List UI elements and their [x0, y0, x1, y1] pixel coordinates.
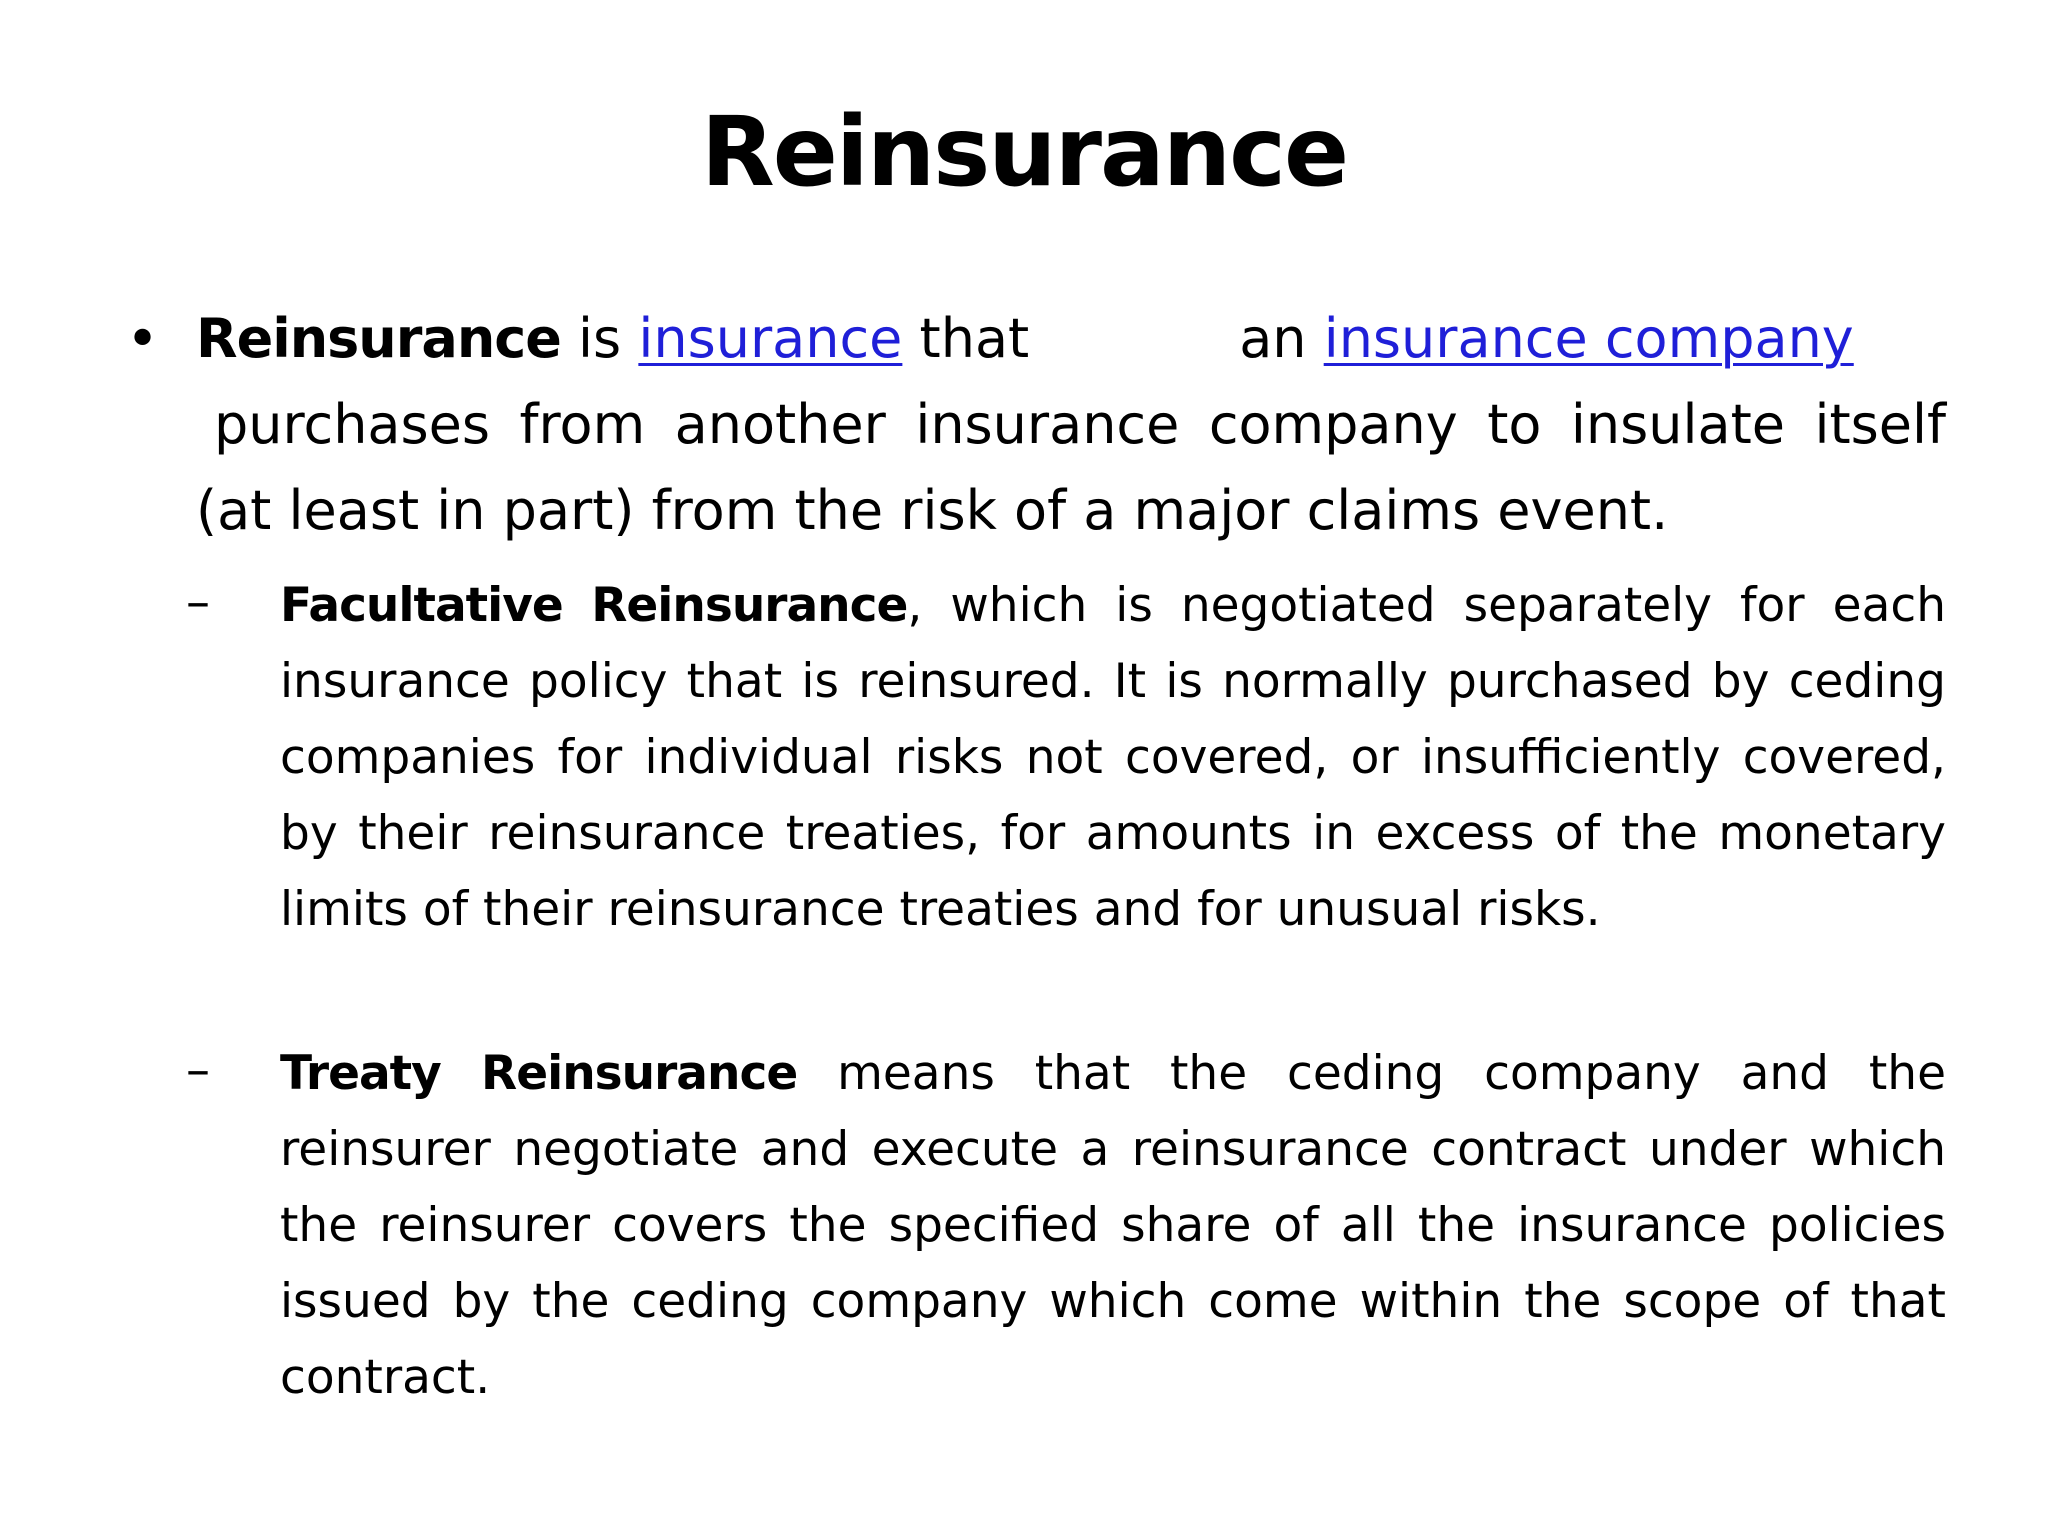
bullet-text-1: is	[560, 307, 639, 370]
sub-bullet-term: Facultative Reinsurance	[280, 578, 908, 633]
bullet-text-2: that	[902, 307, 1030, 370]
main-bullet-text	[196, 296, 1946, 554]
sub-bullet-facultative	[280, 568, 1946, 948]
sub-bullet-treaty	[280, 1036, 1946, 1416]
insurance-company-link[interactable]: insurance company	[1323, 307, 1854, 370]
sub-bullet-marker: –	[186, 574, 210, 630]
sub-bullet-text: , which is negotiated separately for each insurance policy that is reinsured. It is normally purchased by ceding companies for individual risks not covered, or insufficiently covered, by their reinsurance treaties, for amounts in excess of the monetary limits of their reinsurance treaties and for unusual risks.	[280, 578, 1946, 937]
bullet-term: Reinsurance	[196, 307, 561, 370]
sub-bullet-text: means that the ceding company and the reinsurer negotiate and execute a reinsurance contract under which the reinsurer covers the specified share of all the insurance policies issued by the ceding company which come within the scope of that contract.	[280, 1046, 1946, 1405]
bullet-marker: •	[126, 307, 160, 372]
sub-bullet-marker: –	[186, 1042, 210, 1098]
bullet-text-4: purchases from another insurance company to insulate itself (at least in part) from the risk of a major claims event.	[196, 393, 1946, 542]
slide-title: Reinsurance	[700, 96, 1348, 208]
sub-bullet-term: Treaty Reinsurance	[280, 1046, 798, 1101]
bullet-text-3: an	[1239, 307, 1324, 370]
insurance-link[interactable]: insurance	[638, 307, 903, 370]
